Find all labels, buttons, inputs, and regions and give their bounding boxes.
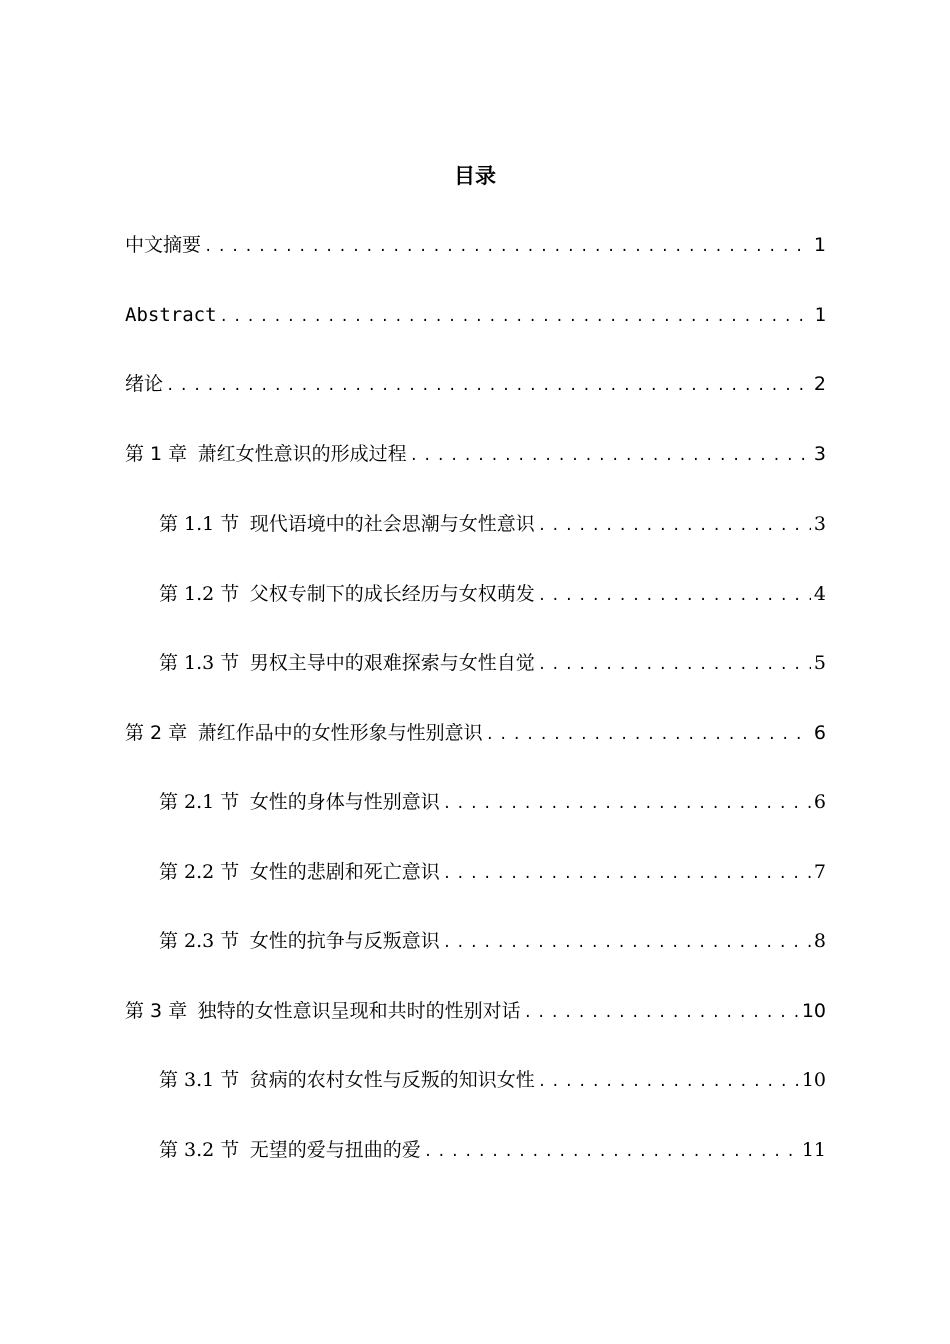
toc-entry-number: 第 3.2 节 (159, 1139, 240, 1161)
toc-entry-chapter-3[interactable] (125, 995, 826, 1027)
toc-entry-section-1-2[interactable] (159, 578, 826, 610)
toc-entry-page: 3 (813, 513, 826, 535)
toc-entry-page: 2 (813, 373, 826, 395)
toc-entry-page: 4 (813, 583, 826, 605)
toc-entry-page: 6 (813, 722, 826, 744)
dot-leader (524, 997, 799, 1029)
toc-entry-section-3-1[interactable] (159, 1064, 826, 1096)
toc-entry-page: 5 (813, 652, 826, 674)
dot-leader (538, 580, 811, 612)
toc-entry-number: 第 1.2 节 (159, 583, 240, 605)
toc-entry-number: 第 2.2 节 (159, 861, 240, 883)
dot-leader (410, 440, 811, 472)
toc-entry-chapter-2[interactable] (125, 717, 826, 749)
dot-leader (443, 858, 811, 890)
toc-entry-label: 萧红女性意识的形成过程 (197, 443, 407, 465)
toc-entry-section-2-3[interactable] (159, 925, 826, 957)
toc-entry-page: 6 (813, 791, 826, 813)
toc-entry-label: 现代语境中的社会思潮与女性意识 (249, 513, 535, 535)
toc-entry-number: 第 1 章 (125, 443, 188, 465)
dot-leader (538, 1066, 799, 1098)
toc-entry-label: 独特的女性意识呈现和共时的性别对话 (197, 1000, 521, 1022)
toc-entry-label: 父权专制下的成长经历与女权萌发 (249, 583, 535, 605)
toc-entry-section-2-1[interactable] (159, 786, 826, 818)
toc-entry-label: 萧红作品中的女性形象与性别意识 (197, 722, 483, 744)
toc-entry-number: 第 2 章 (125, 722, 188, 744)
toc-entry-label: 男权主导中的艰难探索与女性自觉 (249, 652, 535, 674)
dot-leader (486, 719, 811, 751)
toc-entry-chapter-1[interactable] (125, 438, 826, 470)
toc-entry-page: 8 (813, 930, 826, 952)
toc-entry-introduction[interactable] (125, 368, 826, 400)
toc-entry-page: 1 (814, 304, 826, 326)
dot-leader (538, 649, 811, 681)
toc-entry-number: 第 2.1 节 (159, 791, 240, 813)
dot-leader (443, 788, 811, 820)
dot-leader (424, 1136, 799, 1168)
toc-entry-section-1-3[interactable] (159, 647, 826, 679)
toc-entry-number: 第 3 章 (125, 1000, 188, 1022)
toc-entry-page: 11 (801, 1139, 826, 1161)
toc-entry-page: 10 (801, 1069, 826, 1091)
toc-entry-page: 3 (813, 443, 826, 465)
toc-entry-page: 10 (801, 1000, 826, 1022)
toc-entry-label: Abstract (125, 304, 217, 326)
dot-leader (220, 301, 812, 333)
toc-entry-label: 绪论 (125, 373, 164, 395)
toc-entry-section-1-1[interactable] (159, 508, 826, 540)
dot-leader (166, 370, 811, 402)
toc-entry-number: 第 2.3 节 (159, 930, 240, 952)
dot-leader (443, 927, 811, 959)
toc-entry-label: 无望的爱与扭曲的爱 (249, 1139, 421, 1161)
toc-entry-section-2-2[interactable] (159, 856, 826, 888)
toc-entry-chinese-abstract[interactable] (125, 229, 826, 261)
toc-entry-abstract[interactable] (125, 299, 826, 331)
toc-entry-label: 女性的身体与性别意识 (249, 791, 440, 813)
dot-leader (538, 510, 811, 542)
dot-leader (204, 231, 811, 263)
toc-entry-number: 第 1.1 节 (159, 513, 240, 535)
toc-entry-section-3-2[interactable] (159, 1134, 826, 1166)
toc-entry-number: 第 3.1 节 (159, 1069, 240, 1091)
toc-entry-label: 女性的悲剧和死亡意识 (249, 861, 440, 883)
toc-title: 目录 (454, 164, 496, 188)
toc-entry-page: 7 (813, 861, 826, 883)
toc-entry-page: 1 (813, 234, 826, 256)
toc-entry-label: 女性的抗争与反叛意识 (249, 930, 440, 952)
toc-entry-number: 第 1.3 节 (159, 652, 240, 674)
toc-entry-label: 贫病的农村女性与反叛的知识女性 (249, 1069, 535, 1091)
toc-entry-label: 中文摘要 (125, 234, 202, 256)
